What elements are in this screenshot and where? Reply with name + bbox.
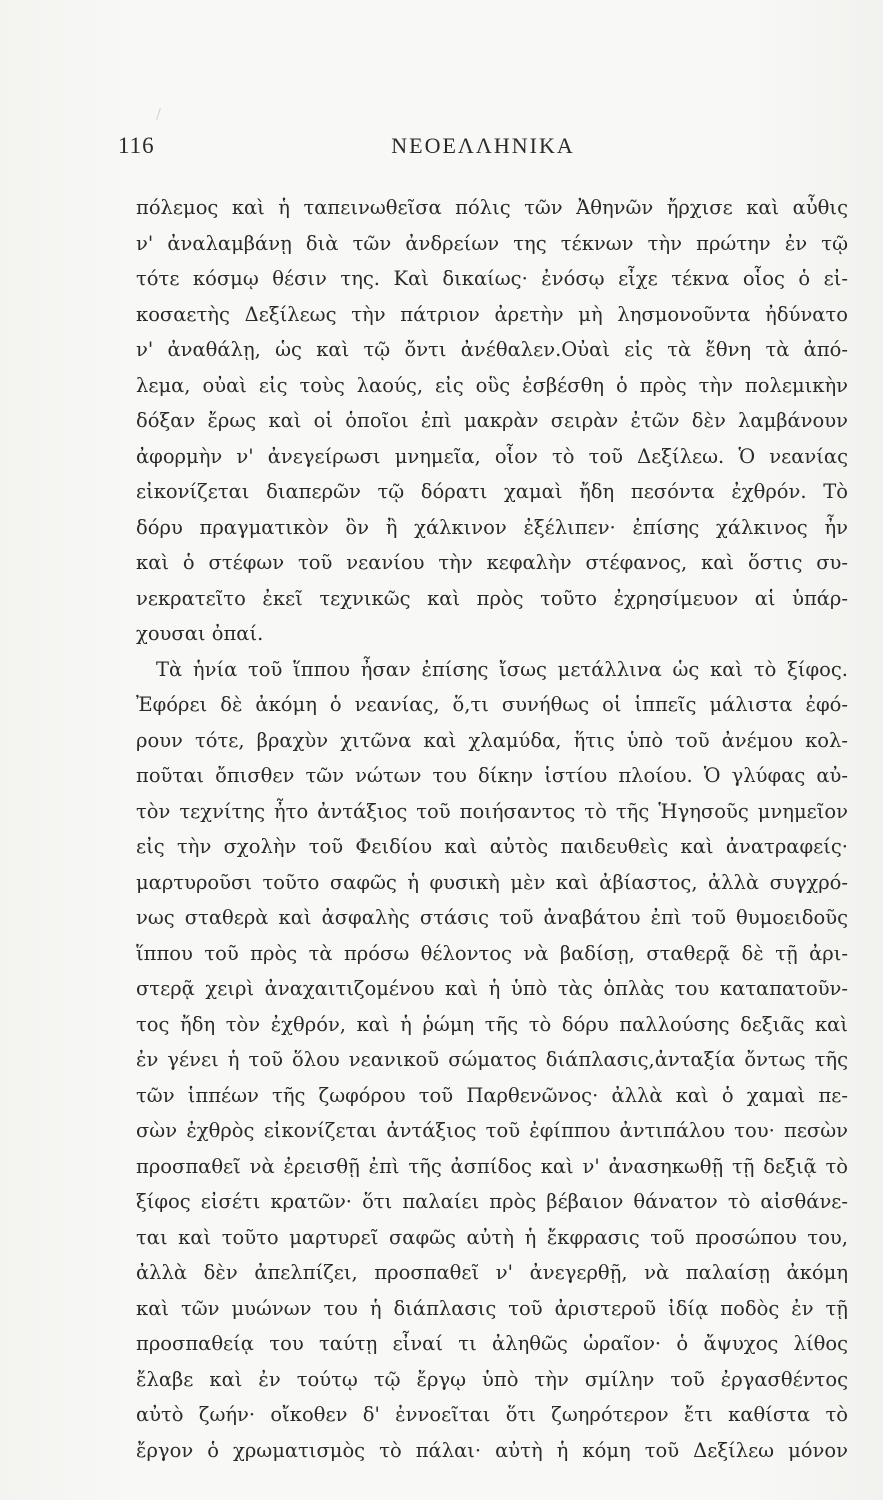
text-line: τὸν τεχνίτης ἦτο ἀντάξιος τοῦ ποιήσαντος τὸ τῆς Ἡγησοῦς μνημεῖον xyxy=(136,799,848,823)
text-line: προσπαθεῖ νὰ ἐρεισθῇ ἐπὶ τῆς ἀσπίδος καὶ ν' ἀνασηκωθῇ τῇ δεξιᾷ τὸ xyxy=(136,1154,848,1178)
text-line: ν' ἀναλαμβάνῃ διὰ τῶν ἀνδρείων της τέκνων τὴν πρώτην ἐν τῷ xyxy=(136,231,848,255)
text-line: καὶ ὁ στέφων τοῦ νεανίου τὴν κεφαλὴν στέφανος, καὶ ὅστις συ- xyxy=(136,551,848,574)
text-line: εἰς τὴν σχολὴν τοῦ Φειδίου καὶ αὐτὸς παιδευθεὶς καὶ ἀνατραφείς· xyxy=(136,835,848,858)
text-line: αὐτὸ ζωήν· οἴκοθεν δ' ἐννοεῖται ὅτι ζωηρότερον ἔτι καθίστα τὸ xyxy=(136,1403,848,1426)
text-line: Ἐφόρει δὲ ἀκόμη ὁ νεανίας, ὅ,τι συνήθως οἱ ἱππεῖς μάλιστα ἐφό- xyxy=(136,693,848,716)
running-title: ΝΕΟΕΛΛΗΝΙΚΑ xyxy=(391,133,575,158)
text-line: ἔργον ὁ χρωματισμὸς τὸ πάλαι· αὐτὴ ἡ κόμη τοῦ Δεξίλεω μόνον xyxy=(136,1438,848,1462)
text-line: ἵππου τοῦ πρὸς τὰ πρόσω θέλοντος νὰ βαδίσῃ, σταθερᾷ δὲ τῇ ἀρι- xyxy=(136,941,848,965)
text-line: χουσαι ὀπαί. xyxy=(136,622,264,645)
text-line: ἔλαβε καὶ ἐν τούτῳ τῷ ἔργῳ ὑπὸ τὴν σμίλην τοῦ ἐργασθέντος xyxy=(136,1367,848,1391)
text-line: κοσαετὴς Δεξίλεως τὴν πάτριον ἀρετὴν μὴ λησμονοῦντα ἠδύνατο xyxy=(136,302,848,326)
text-line: μαρτυροῦσι τοῦτο σαφῶς ἡ φυσικὴ μὲν καὶ ἀβίαστος, ἀλλὰ συγχρό- xyxy=(136,870,848,894)
text-line: Τὰ ἡνία τοῦ ἵππου ἦσαν ἐπίσης ἴσως μετάλλινα ὡς καὶ τὸ ξίφος. xyxy=(156,657,848,681)
text-line: εἰκονίζεται διαπερῶν τῷ δόρατι χαμαὶ ἤδη πεσόντα ἐχθρόν. Τὸ xyxy=(136,480,848,503)
text-line: καὶ τῶν μυώνων του ἡ διάπλασις τοῦ ἀριστεροῦ ἰδίᾳ ποδὸς ἐν τῇ xyxy=(136,1296,848,1320)
page-header xyxy=(118,133,848,163)
text-line: ἐν γένει ἡ τοῦ ὅλου νεανικοῦ σώματος διάπλασις,ἀνταξία ὄντως τῆς xyxy=(136,1048,848,1071)
text-line: προσπαθείᾳ του ταύτῃ εἶναί τι ἀληθῶς ὡραῖον· ὁ ἄψυχος λίθος xyxy=(136,1332,848,1355)
text-line: ἀλλὰ δὲν ἀπελπίζει, προσπαθεῖ ν' ἀνεγερθῇ, νὰ παλαίσῃ ἀκόμη xyxy=(136,1261,848,1284)
text-line: στερᾷ χειρὶ ἀναχαιτιζομένου καὶ ἡ ὑπὸ τὰς ὁπλὰς του καταπατοῦν- xyxy=(136,977,848,1000)
text-line: πόλεμος καὶ ἡ ταπεινωθεῖσα πόλις τῶν Ἀθηνῶν ἤρχισε καὶ αὖθις xyxy=(136,196,848,219)
text-line: ξίφος εἰσέτι κρατῶν· ὅτι παλαίει πρὸς βέβαιον θάνατον τὸ αἰσθάνε- xyxy=(136,1190,848,1213)
text-line: σὼν ἐχθρὸς εἰκονίζεται ἀντάξιος τοῦ ἐφίππου ἀντιπάλου του· πεσὼν xyxy=(136,1119,848,1142)
paper-speck xyxy=(156,108,161,120)
text-line: ται καὶ τοῦτο μαρτυρεῖ σαφῶς αὐτὴ ἡ ἔκφρασις τοῦ προσώπου του, xyxy=(136,1225,848,1249)
text-line: νεκρατεῖτο ἐκεῖ τεχνικῶς καὶ πρὸς τοῦτο ἐχρησίμευον αἱ ὑπάρ- xyxy=(136,586,848,610)
text-line: ἀφορμὴν ν' ἀνεγείρωσι μνημεῖα, οἷον τὸ τοῦ Δεξίλεω. Ὁ νεανίας xyxy=(136,444,848,468)
text-line: ρουν τότε, βραχὺν χιτῶνα καὶ χλαμύδα, ἥτις ὑπὸ τοῦ ἀνέμου κολ- xyxy=(136,728,848,752)
text-line: νως σταθερὰ καὶ ἀσφαλὴς στάσις τοῦ ἀναβάτου ἐπὶ τοῦ θυμοειδοῦς xyxy=(136,906,848,929)
text-line: τος ἤδη τὸν ἐχθρόν, καὶ ἡ ῥώμη τῆς τὸ δόρυ παλλούσης δεξιᾶς καὶ xyxy=(136,1012,848,1036)
text-line: λεμα, οὐαὶ εἰς τοὺς λαούς, εἰς οὓς ἐσβέσθη ὁ πρὸς τὴν πολεμικὴν xyxy=(136,373,848,397)
text-line: δόξαν ἔρως καὶ οἱ ὁποῖοι ἐπὶ μακρὰν σειρὰν ἐτῶν δὲν λαμβάνουν xyxy=(136,409,848,432)
body-text xyxy=(136,190,848,1468)
text-line: ν' ἀναθάλῃ, ὡς καὶ τῷ ὄντι ἀνέθαλεν.Οὐαὶ εἰς τὰ ἔθνη τὰ ἀπό- xyxy=(136,338,848,361)
text-line: δόρυ πραγματικὸν ὂν ἢ χάλκινον ἐξέλιπεν· ἐπίσης χάλκινος ἦν xyxy=(136,515,848,539)
page-number: 116 xyxy=(118,133,155,158)
text-line: τότε κόσμῳ θέσιν της. Καὶ δικαίως· ἐνόσῳ εἶχε τέκνα οἷος ὁ εἰ- xyxy=(136,267,848,290)
text-line: ποῦται ὄπισθεν τῶν νώτων του δίκην ἱστίου πλοίου. Ὁ γλύφας αὐ- xyxy=(136,764,848,787)
text-line: τῶν ἱππέων τῆς ζωφόρου τοῦ Παρθενῶνος· ἀλλὰ καὶ ὁ χαμαὶ πε- xyxy=(136,1083,848,1107)
